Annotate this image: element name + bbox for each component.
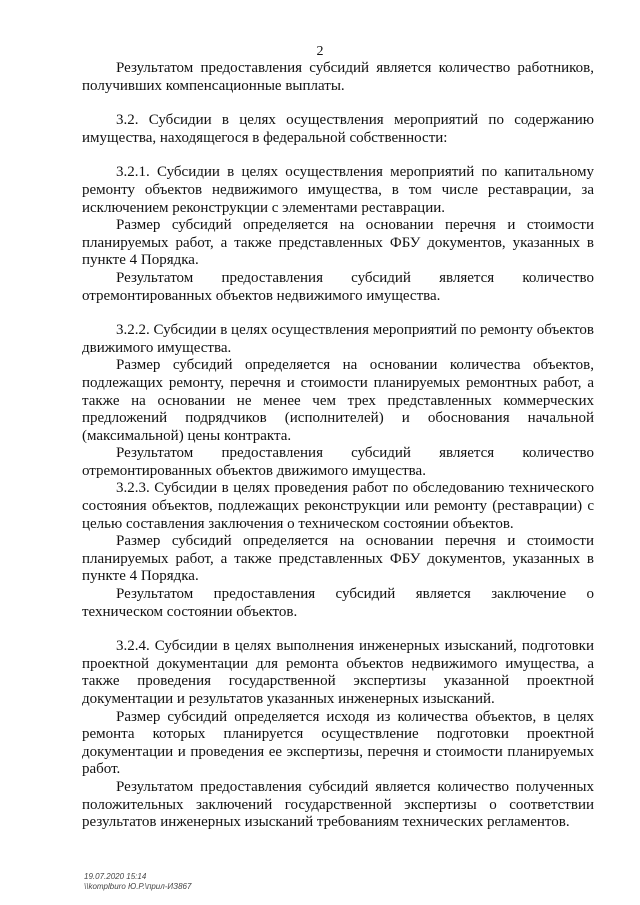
paragraph-results-workers: Результатом предоставления субсидий является количество работников, получивших компенсационные выплаты. xyxy=(82,60,594,94)
paragraph-3-2-4-result: Результатом предоставления субсидий является количество полученных положительных заключений государственной экспертизы о соответствии результатов инженерных изысканий требованиям технических регламентов. xyxy=(82,778,594,831)
footer-stamp xyxy=(84,872,191,892)
paragraph-3-2-1: 3.2.1. Субсидии в целях осуществления мероприятий по капитальному ремонту объектов недвижимого имущества, в том числе реставрации, за исключением реконструкции с элементами реставрации. xyxy=(82,164,594,216)
document-body xyxy=(82,60,594,832)
paragraph-3-2-3-result: Результатом предоставления субсидий является заключение о техническом состоянии объектов. xyxy=(82,586,594,620)
footer-file-path: \\komplburo Ю.Р.\прил-ИЗ867 xyxy=(84,882,192,891)
paragraph-3-2-2: 3.2.2. Субсидии в целях осуществления мероприятий по ремонту объектов движимого имущества. xyxy=(82,322,594,356)
paragraph-3-2-1-result: Результатом предоставления субсидий является количество отремонтированных объектов недвижимого имущества. xyxy=(82,269,594,304)
footer-timestamp: 19.07.2020 15:14 xyxy=(84,872,147,881)
page-number: 2 xyxy=(316,44,324,59)
paragraph-3-2-1-amount: Размер субсидий определяется на основании перечня и стоимости планируемых работ, а также представленных ФБУ документов, указанных в пункте 4 Порядка. xyxy=(82,217,594,269)
paragraph-3-2-2-amount: Размер субсидий определяется на основании количества объектов, подлежащих ремонту, перечня и стоимости планируемых ремонтных работ, а также на основании не менее чем трех представленных коммерческих предложений подрядчиков (исполнителей) и обоснования начальной (максимальной) цены контракта. xyxy=(82,357,594,444)
paragraph-3-2: 3.2. Субсидии в целях осуществления мероприятий по содержанию имущества, находящегося в федеральной собственности: xyxy=(82,112,594,146)
paragraph-3-2-4: 3.2.4. Субсидии в целях выполнения инженерных изысканий, подготовки проектной документации для ремонта объектов недвижимого имущества, а также проведения государственной экспертизы указанной проектной документации и результатов указанных инженерных изысканий. xyxy=(82,638,594,707)
paragraph-3-2-2-result: Результатом предоставления субсидий является количество отремонтированных объектов движимого имущества. xyxy=(82,445,594,479)
paragraph-3-2-4-amount: Размер субсидий определяется исходя из количества объектов, в целях ремонта которых планируется осуществление подготовки проектной документации и проведения ее экспертизы, перечня и стоимости планируемых работ. xyxy=(82,708,594,778)
paragraph-3-2-3-amount: Размер субсидий определяется на основании перечня и стоимости планируемых работ, а также представленных ФБУ документов, указанных в пункте 4 Порядка. xyxy=(82,533,594,585)
paragraph-3-2-3: 3.2.3. Субсидии в целях проведения работ по обследованию технического состояния объектов, подлежащих реконструкции или ремонту (реставрации) с целью составления заключения о техническом состоянии объектов. xyxy=(82,480,594,532)
